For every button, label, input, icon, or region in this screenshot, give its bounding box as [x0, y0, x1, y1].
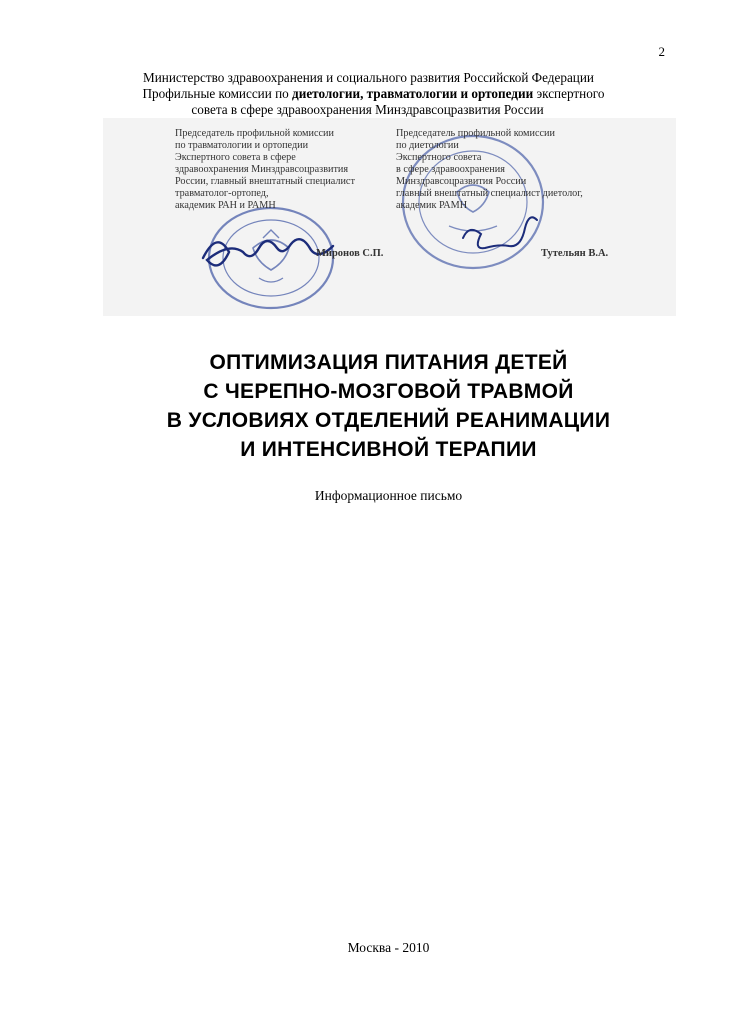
- title-line: ОПТИМИЗАЦИЯ ПИТАНИЯ ДЕТЕЙ: [209, 351, 568, 374]
- place-and-year: Москва - 2010: [347, 940, 430, 955]
- approval-signatures-block: [103, 118, 676, 316]
- credential-line: Председатель профильной комиссии: [175, 128, 334, 139]
- document-type: Информационное письмо: [314, 488, 463, 503]
- left-official-stamp: [209, 208, 333, 308]
- document-title: [0, 348, 729, 464]
- credential-line: академик РАН и РАМН: [175, 200, 276, 211]
- credential-line: в сфере здравоохранения: [396, 164, 505, 175]
- credential-line: травматолог-ортопед,: [175, 188, 269, 199]
- title-line: И ИНТЕНСИВНОЙ ТЕРАПИИ: [240, 438, 537, 461]
- left-signature: [203, 239, 333, 265]
- right-signatory-credentials: [396, 128, 626, 212]
- right-signatory-name: Тутельян В.А.: [541, 248, 609, 259]
- page-number: 2: [658, 44, 665, 59]
- credential-line: России, главный внештатный специалист: [175, 176, 355, 187]
- ministry-line: Министерство здравоохранения и социального развития Российской Федерации: [143, 70, 594, 85]
- left-signatory-name: Миронов С.П.: [316, 248, 384, 259]
- credential-line: здравоохранения Минздравсоцразвития: [175, 164, 349, 175]
- title-line: В УСЛОВИЯХ ОТДЕЛЕНИЙ РЕАНИМАЦИИ: [166, 409, 611, 432]
- commissions-prefix: Профильные комиссии по: [142, 86, 293, 101]
- council-line: совета в сфере здравоохранения Минздравсоцразвития России: [191, 102, 544, 117]
- credential-line: Председатель профильной комиссии: [396, 128, 555, 139]
- commissions-suffix: экспертного: [533, 86, 605, 101]
- left-signatory-credentials: [175, 128, 390, 212]
- credential-line: главный внештатный специалист диетолог,: [396, 188, 583, 199]
- commissions-specialties: диетологии, травматологии и ортопедии: [292, 86, 534, 101]
- credential-line: Экспертного совета: [396, 152, 482, 163]
- credential-line: по травматологии и ортопедии: [175, 140, 309, 151]
- credential-line: по диетологии: [396, 140, 459, 151]
- credential-line: академик РАМН: [396, 200, 468, 211]
- title-line: С ЧЕРЕПНО-МОЗГОВОЙ ТРАВМОЙ: [203, 380, 574, 403]
- right-signature: [463, 217, 537, 248]
- credential-line: Минздравсоцразвития России: [396, 176, 527, 187]
- credential-line: Экспертного совета в сфере: [175, 152, 296, 163]
- commissions-line: [0, 86, 729, 102]
- document-header: [0, 70, 729, 118]
